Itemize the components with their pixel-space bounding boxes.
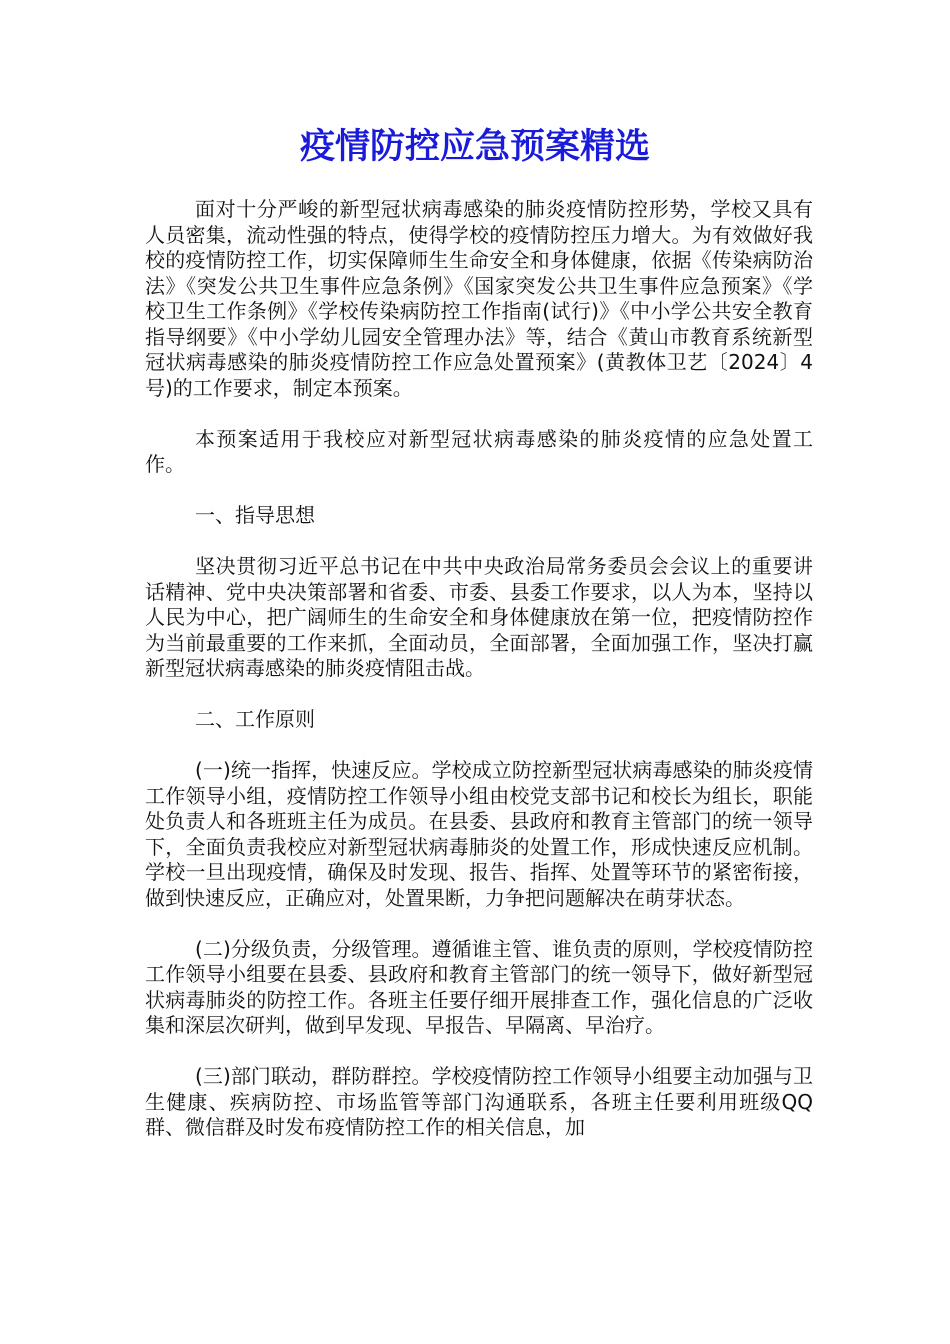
paragraph-principle-3: (三)部门联动，群防群控。学校疫情防控工作领导小组要主动加强与卫生健康、疾病防控、市场监管等部门沟通联系，各班主任要利用班级QQ群、微信群及时发布疫情防控工作的相关信息，加 xyxy=(145,1064,813,1139)
paragraph-intro: 面对十分严峻的新型冠状病毒感染的肺炎疫情防控形势，学校又具有人员密集，流动性强的特点，使得学校的疫情防控压力增大。为有效做好我校的疫情防控工作，切实保障师生生命安全和身体健康，依据《传染病防治法》《突发公共卫生事件应急条例》《国家突发公共卫生事件应急预案》《学校卫生工作条例》《学校传染病防控工作指南(试行)》《中小学公共安全教育指导纲要》《中小学幼儿园安全管理办法》等，结合《黄山市教育系统新型冠状病毒感染的肺炎疫情防控工作应急处置预案》(黄教体卫艺〔2024〕4号)的工作要求，制定本预案。 xyxy=(145,197,813,400)
paragraph-scope: 本预案适用于我校应对新型冠状病毒感染的肺炎疫情的应急处置工作。 xyxy=(145,426,813,476)
paragraph-guiding-ideology: 坚决贯彻习近平总书记在中共中央政治局常务委员会会议上的重要讲话精神、党中央决策部署和省委、市委、县委工作要求，以人为本，坚持以人民为中心，把广阔师生的生命安全和身体健康放在第一位，把疫情防控作为当前最重要的工作来抓，全面动员，全面部署，全面加强工作，坚决打赢新型冠状病毒感染的肺炎疫情阻击战。 xyxy=(145,554,813,680)
document-title: 疫情防控应急预案精选 xyxy=(299,126,650,167)
document-body xyxy=(145,197,813,1166)
paragraph-principle-1: (一)统一指挥，快速反应。学校成立防控新型冠状病毒感染的肺炎疫情工作领导小组，疫情防控工作领导小组由校党支部书记和校长为组长，职能处负责人和各班班主任为成员。在县委、县政府和教育主管部门的统一领导下，全面负责我校应对新型冠状病毒肺炎的处置工作，形成快速反应机制。学校一旦出现疫情，确保及时发现、报告、指挥、处置等环节的紧密衔接，做到快速反应，正确应对，处置果断，力争把问题解决在萌芽状态。 xyxy=(145,758,813,910)
paragraph-principle-2: (二)分级负责，分级管理。遵循谁主管、谁负责的原则，学校疫情防控工作领导小组要在县委、县政府和教育主管部门的统一领导下，做好新型冠状病毒肺炎的防控工作。各班主任要仔细开展排查工作，强化信息的广泛收集和深层次研判，做到早发现、早报告、早隔离、早治疗。 xyxy=(145,936,813,1037)
section-heading-work-principles: 二、工作原则 xyxy=(195,707,315,731)
section-heading-guiding-ideology: 一、指导思想 xyxy=(195,503,315,527)
